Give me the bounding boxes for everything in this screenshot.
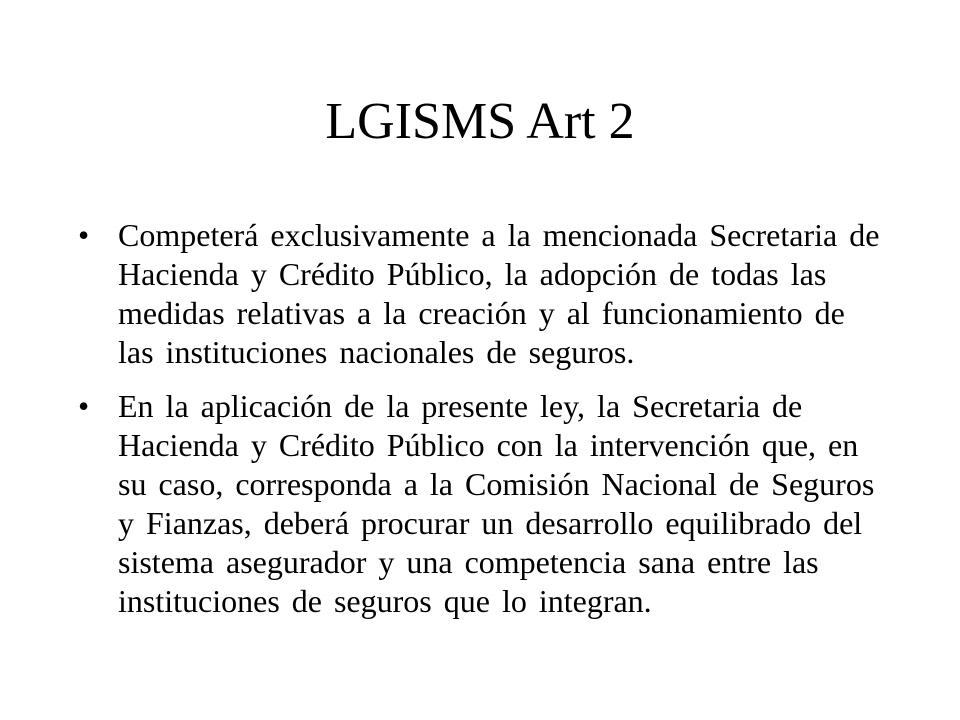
bullet-icon: • [78,217,90,253]
bullet-list [78,216,888,621]
bullet-icon: • [78,388,90,424]
bullet-text: Competerá exclusivamente a la mencionada Secretaria de Hacienda y Crédito Público, la adopción de todas las medidas relativas a la creación y al funcionamiento de las instituciones nacionales de seguros. [118,217,880,370]
slide-title: LGISMS Art 2 [325,93,635,150]
bullet-text: En la aplicación de la presente ley, la Secretaria de Hacienda y Crédito Público con la intervención que, en su caso, corresponda a la Comisión Nacional de Seguros y Fianzas, deberá procurar un desarrollo equilibrado del sistema asegurador y una competencia sana entre las instituciones de seguros que lo integran. [118,388,875,619]
bullet-item [78,387,888,621]
bullet-item [78,216,888,372]
